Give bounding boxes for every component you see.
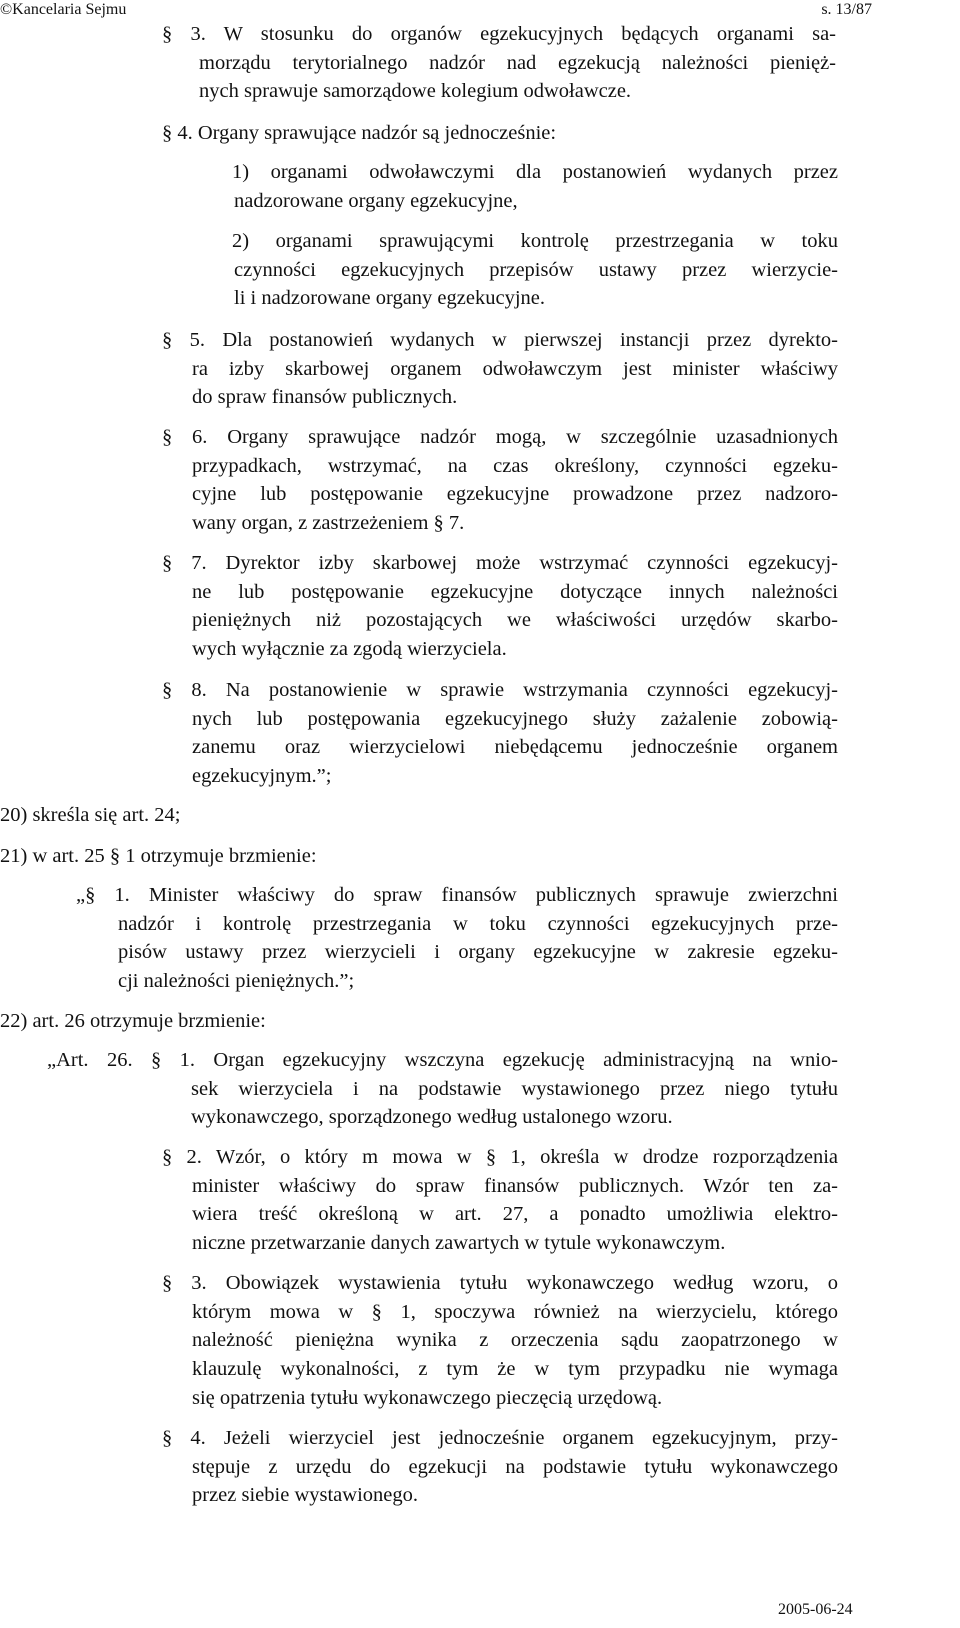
text-line: § 4. Organy sprawujące nadzór są jednocześnie: (162, 122, 557, 144)
header-publisher: ©Kancelaria Sejmu (0, 1, 127, 18)
footer-date: 2005-06-24 (778, 1601, 853, 1618)
amendment-item-21 (0, 842, 600, 871)
text-line: wany organ, z zastrzeżeniem § 7. (192, 512, 465, 535)
text-line: wykonawczego, sporządzonego według ustalonego wzoru. (191, 1106, 673, 1129)
text-line: egzekucyjnym.”; (192, 765, 332, 788)
text-line: 20) skreśla się art. 24; (0, 804, 181, 826)
text-line: § 7. Dyrektor izby skarbowej może wstrzymać czynności egzekucyj- (162, 552, 838, 574)
text-line: przez siebie wystawionego. (192, 1484, 418, 1507)
amendment-item-20 (0, 801, 600, 830)
text-line: § 3. Obowiązek wystawienia tytułu wykonawczego według wzoru, o (162, 1272, 838, 1294)
text-line: § 2. Wzór, o który m mowa w § 1, określa w drodze rozporządzenia (162, 1146, 838, 1168)
paragraph-8 (152, 676, 838, 791)
text-line: § 6. Organy sprawujące nadzór mogą, w szczególnie uzasadnionych (162, 426, 838, 448)
paragraph-7 (152, 549, 838, 664)
text-line: 22) art. 26 otrzymuje brzmienie: (0, 1010, 266, 1032)
article-26-paragraph-4 (152, 1424, 838, 1510)
text-line: minister właściwy do spraw finansów publicznych. Wzór ten za- (192, 1174, 838, 1197)
article-26-paragraph-1 (47, 1046, 838, 1132)
text-line: pieniężnych niż pozostających we właściwości urzędów skarbo- (192, 609, 838, 632)
paragraph-3 (152, 20, 836, 106)
paragraph-4-point-1 (232, 158, 838, 215)
text-line: li i nadzorowane organy egzekucyjne. (234, 287, 545, 310)
text-line: nadzorowane organy egzekucyjne, (234, 189, 518, 212)
text-line: „§ 1. Minister właściwy do spraw finansów publicznych sprawuje zwierzchni (76, 884, 838, 906)
text-line: do spraw finansów publicznych. (192, 386, 458, 409)
text-line: wiera treść określoną w art. 27, a ponadto umożliwia elektro- (192, 1203, 838, 1226)
paragraph-5 (152, 326, 838, 412)
text-line: nych lub postępowania egzekucyjnego służy zażalenie zobowią- (192, 707, 838, 730)
text-line: 1) organami odwoławczymi dla postanowień wydanych przez (232, 161, 838, 183)
text-line: stępuje z urzędu do egzekucji na podstawie tytułu wykonawczego (192, 1455, 838, 1478)
article-26-paragraph-3 (152, 1269, 838, 1412)
header-page-number: s. 13/87 (821, 1, 872, 18)
text-line: klauzulę wykonalności, z tym że w tym przypadku nie wymaga (192, 1358, 838, 1381)
paragraph-4-point-2 (232, 227, 838, 313)
paragraph-6 (152, 423, 838, 538)
text-line: niczne przetwarzanie danych zawartych w tytule wykonawczym. (192, 1232, 726, 1255)
text-line: § 3. W stosunku do organów egzekucyjnych będących organami sa- (162, 23, 836, 45)
text-line: § 5. Dla postanowień wydanych w pierwszej instancji przez dyrekto- (162, 329, 838, 351)
text-line: ra izby skarbowej organem odwoławczym jest minister właściwy (192, 357, 838, 380)
text-line: nadzór i kontrolę przestrzegania w toku czynności egzekucyjnych prze- (118, 912, 838, 935)
text-line: się opatrzenia tytułu wykonawczego pieczęcią urzędową. (192, 1386, 663, 1409)
text-line: morządu terytorialnego nadzór nad egzekucją należności pienięż- (199, 51, 836, 74)
text-line: ne lub postępowanie egzekucyjne dotyczące innych należności (192, 580, 838, 603)
text-line: § 8. Na postanowienie w sprawie wstrzymania czynności egzekucyj- (162, 679, 838, 701)
text-line: cyjne lub postępowanie egzekucyjne prowadzone przez nadzoro- (192, 483, 838, 506)
text-line: cji należności pieniężnych.”; (118, 970, 355, 993)
text-line: którym mowa w § 1, spoczywa również na wierzycielu, którego (192, 1300, 838, 1323)
text-line: 21) w art. 25 § 1 otrzymuje brzmienie: (0, 845, 317, 867)
text-line: zanemu oraz wierzycielowi niebędącemu jednocześnie organem (192, 736, 838, 759)
text-line: „Art. 26. § 1. Organ egzekucyjny wszczyna egzekucję administracyjną na wnio- (47, 1049, 838, 1071)
text-line: pisów ustawy przez wierzycieli i organy egzekucyjne w zakresie egzeku- (118, 941, 838, 964)
text-line: § 4. Jeżeli wierzyciel jest jednocześnie organem egzekucyjnym, przy- (162, 1427, 838, 1449)
amendment-item-22 (0, 1007, 600, 1036)
text-line: należność pieniężna wynika z orzeczenia sądu zaopatrzonego w (192, 1329, 838, 1352)
text-line: nych sprawuje samorządowe kolegium odwoławcze. (199, 80, 632, 103)
article-25-paragraph-1 (76, 881, 838, 996)
article-26-paragraph-2 (152, 1143, 838, 1258)
text-line: 2) organami sprawującymi kontrolę przestrzegania w toku (232, 230, 838, 252)
text-line: wych wyłącznie za zgodą wierzyciela. (192, 638, 507, 661)
text-line: przypadkach, wstrzymać, na czas określony, czynności egzeku- (192, 454, 838, 477)
text-line: czynności egzekucyjnych przepisów ustawy przez wierzycie- (234, 258, 838, 281)
paragraph-4 (152, 119, 836, 148)
text-line: sek wierzyciela i na podstawie wystawionego przez niego tytułu (191, 1077, 838, 1100)
